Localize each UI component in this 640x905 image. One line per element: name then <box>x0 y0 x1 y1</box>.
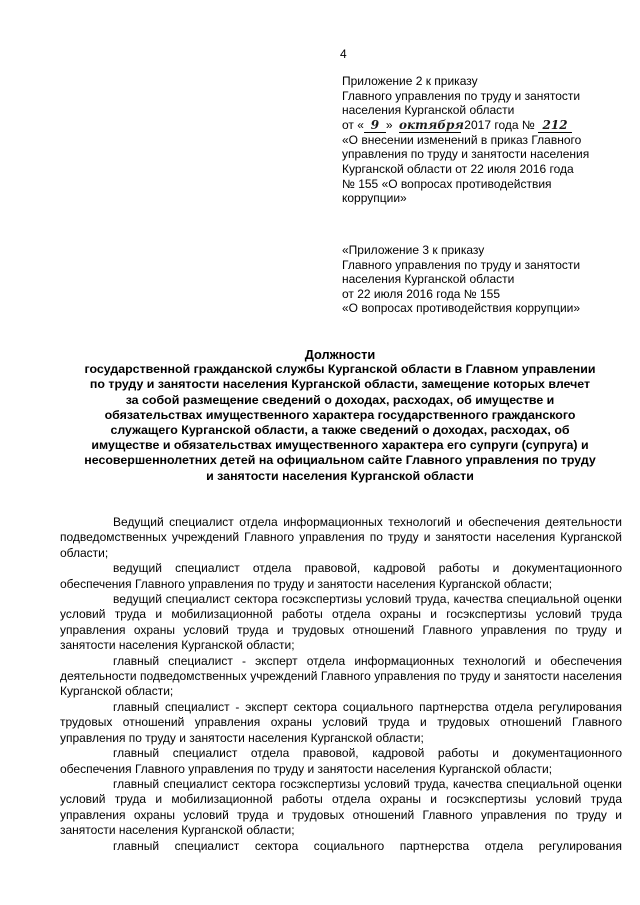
annex-2-title: Приложение 2 к приказу <box>342 74 478 88</box>
position-item: главный специалист сектора социального партнерства отдела регулирования <box>113 838 622 853</box>
annex-2-subject-line5: коррупции» <box>342 191 407 206</box>
heading-title: Должности <box>304 347 376 362</box>
document-heading <box>58 347 622 484</box>
heading-line: по труду и занятости населения Курганской области, замещение которых влечет <box>89 377 591 392</box>
heading-line: государственной гражданской службы Курганской области в Главном управлении <box>84 362 596 377</box>
date-mid: » <box>385 117 393 132</box>
annex-3-issuer-line1: Главного управления по труду и занятости <box>342 257 581 272</box>
annex-2-subject-line2: управления по труду и занятости населения <box>342 147 590 162</box>
date-year: 2017 года № <box>464 117 535 132</box>
position-item: главный специалист - эксперт отдела информационных технологий и обеспечения деятельности подведомственных учреждений Главного управления по труду и занятости населения Курганской области; <box>60 653 622 699</box>
heading-line: имуществе и обязательствах имущественного характера его супруги (супруга) и <box>91 438 589 453</box>
annex-2-subject-line4: № 155 «О вопросах противодействия <box>342 176 552 191</box>
annex-3-block <box>342 243 627 316</box>
annex-3-date-line: от 22 июля 2016 года № 155 <box>342 286 500 301</box>
position-item: Ведущий специалист отдела информационных технологий и обеспечения деятельности подведомственных учреждений Главного управления по труду и занятости населения Курганской области; <box>60 515 622 560</box>
annex-3-issuer-line2: населения Курганской области <box>342 272 515 287</box>
annex-2-subject-line3: Курганской области от 22 июля 2016 года <box>342 161 574 176</box>
date-prefix: от « <box>342 117 364 132</box>
annex-2-issuer-line2: населения Курганской области <box>342 103 515 118</box>
heading-line: обязательствах имущественного характера государственного гражданского <box>104 407 576 422</box>
annex-3-title: «Приложение 3 к приказу <box>342 243 485 257</box>
heading-line: служащего Курганской области, а также сведений о доходах, расходах, об <box>110 423 570 438</box>
position-item: ведущий специалист сектора госэкспертизы условий труда, качества специальной оценки условий труда и мобилизационной работы отдела охраны и госэкспертизы условий труда управления охраны условий труда и трудовых отношений Главного управления по труду и занятости населения Курганской области; <box>60 592 622 653</box>
position-item: ведущий специалист отдела правовой, кадровой работы и документационного обеспечения Главного управления по труду и занятости населения Курганской области; <box>60 561 622 591</box>
annex-2-date-line <box>342 118 627 133</box>
page-number: 4 <box>340 47 347 61</box>
heading-line: и занятости населения Курганской области <box>206 468 474 483</box>
handwritten-order-number: 212 <box>538 119 572 133</box>
positions-list <box>60 515 622 854</box>
position-item: главный специалист отдела правовой, кадровой работы и документационного обеспечения Главного управления по труду и занятости населения Курганской области; <box>60 746 622 776</box>
heading-line: за собой размещение сведений о доходах, расходах, об имуществе и <box>125 392 555 407</box>
annex-2-block <box>342 74 627 206</box>
handwritten-month: октября <box>398 117 464 132</box>
handwritten-day: 9 <box>364 119 386 133</box>
position-item: главный специалист сектора госэкспертизы условий труда, качества специальной оценки условий труда и мобилизационной работы отдела охраны и госэкспертизы условий труда управления охраны условий труда и трудовых отношений Главного управления по труду и занятости населения Курганской области; <box>60 776 622 838</box>
position-item: главный специалист - эксперт сектора социального партнерства отдела регулирования трудовых отношений управления охраны условий труда и трудовых отношений Главного управления по труду и занятости населения Курганской области; <box>60 699 622 745</box>
annex-2-issuer-line1: Главного управления по труду и занятости <box>342 88 581 103</box>
annex-3-subject-line: «О вопросах противодействия коррупции» <box>342 301 581 316</box>
annex-2-subject-line1: «О внесении изменений в приказ Главного <box>342 132 582 147</box>
heading-line: несовершеннолетних детей на официальном сайте Главного управления по труду <box>84 453 596 468</box>
